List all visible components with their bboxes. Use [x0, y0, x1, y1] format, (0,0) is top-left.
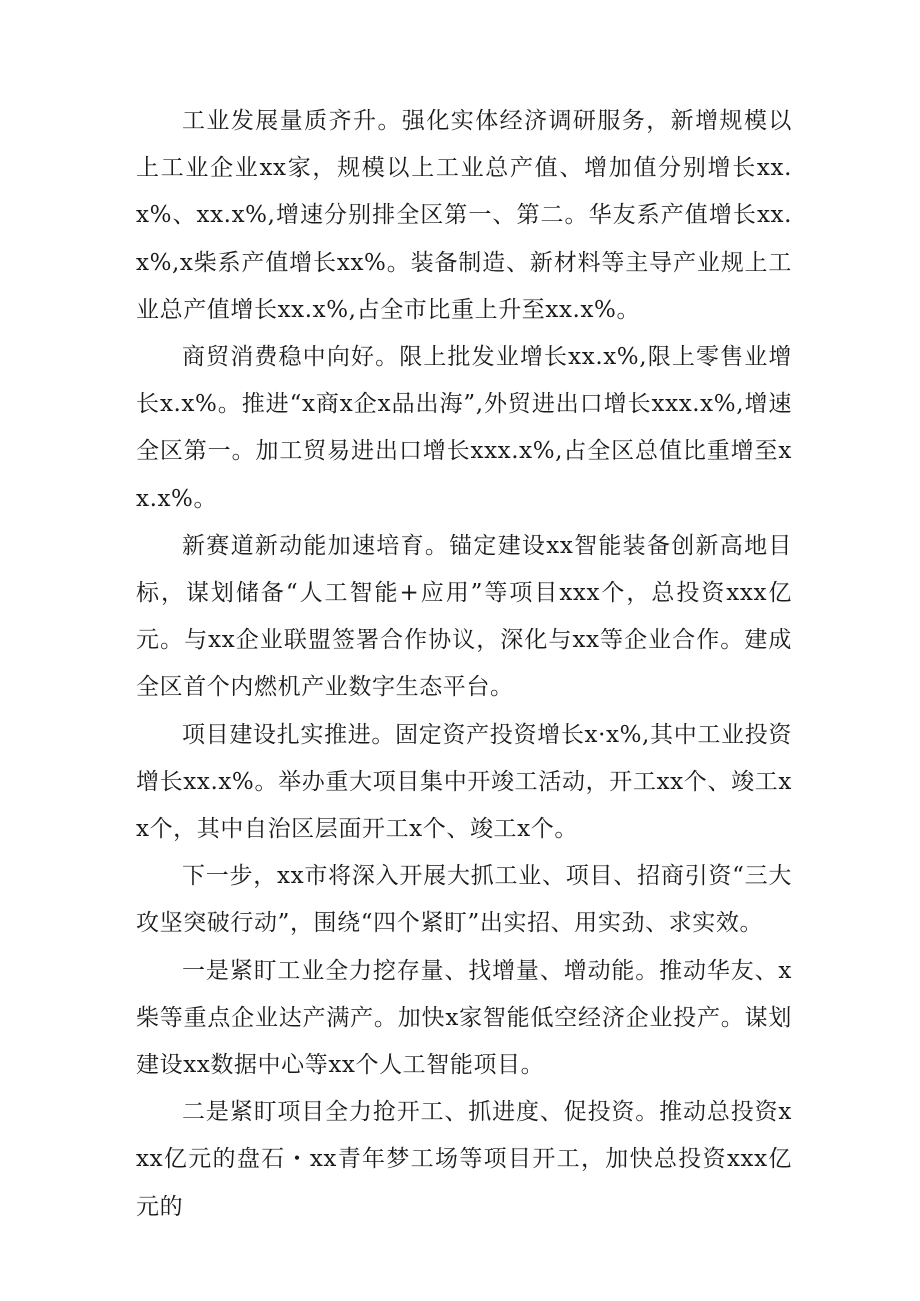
- paragraph-trade-consumption: 商贸消费稳中向好。限上批发业增长xx.x%,限上零售业增长x.x%。推进“x商x企x品出海”,外贸进出口增长xxx.x%,增速全区第一。加工贸易进出口增长xxx.x%,占全区总值比重增至xx.x%。: [136, 344, 792, 512]
- paragraph-new-momentum: 新赛道新动能加速培育。锚定建设xx智能装备创新高地目标，谋划储备“人工智能+应用”等项目xxx个，总投资xxx亿元。与xx企业联盟签署合作协议，深化与xx等企业合作。建成全区首个内燃机产业数字生态平台。: [136, 532, 792, 701]
- document-body: [136, 98, 792, 1231]
- paragraph-industrial-development: 工业发展量质齐升。强化实体经济调研服务，新增规模以上工业企业xx家，规模以上工业总产值、增加值分别增长xx.x%、xx.x%,增速分别排全区第一、第二。华友系产值增长xx.x%,x柴系产值增长xx%。装备制造、新材料等主导产业规上工业总产值增长xx.x%,占全市比重上升至xx.x%。: [136, 108, 792, 323]
- paragraph-focus-industry: 一是紧盯工业全力挖存量、找增量、增动能。推动华友、x柴等重点企业达产满产。加快x家智能低空经济企业投产。谋划建设xx数据中心等xx个人工智能项目。: [136, 957, 792, 1079]
- paragraph-next-steps: 下一步，xx市将深入开展大抓工业、项目、招商引资“三大攻坚突破行动”，围绕“四个紧盯”出实招、用实劲、求实效。: [136, 863, 792, 937]
- paragraph-project-construction: 项目建设扎实推进。固定资产投资增长x·x%,其中工业投资增长xx.x%。举办重大项目集中开竣工活动，开工xx个、竣工xx个，其中自治区层面开工x个、竣工x个。: [136, 721, 792, 843]
- paragraph-focus-projects: 二是紧盯项目全力抢开工、抓进度、促投资。推动总投资xxx亿元的盘石・xx青年梦工场等项目开工，加快总投资xxx亿元的: [136, 1099, 792, 1220]
